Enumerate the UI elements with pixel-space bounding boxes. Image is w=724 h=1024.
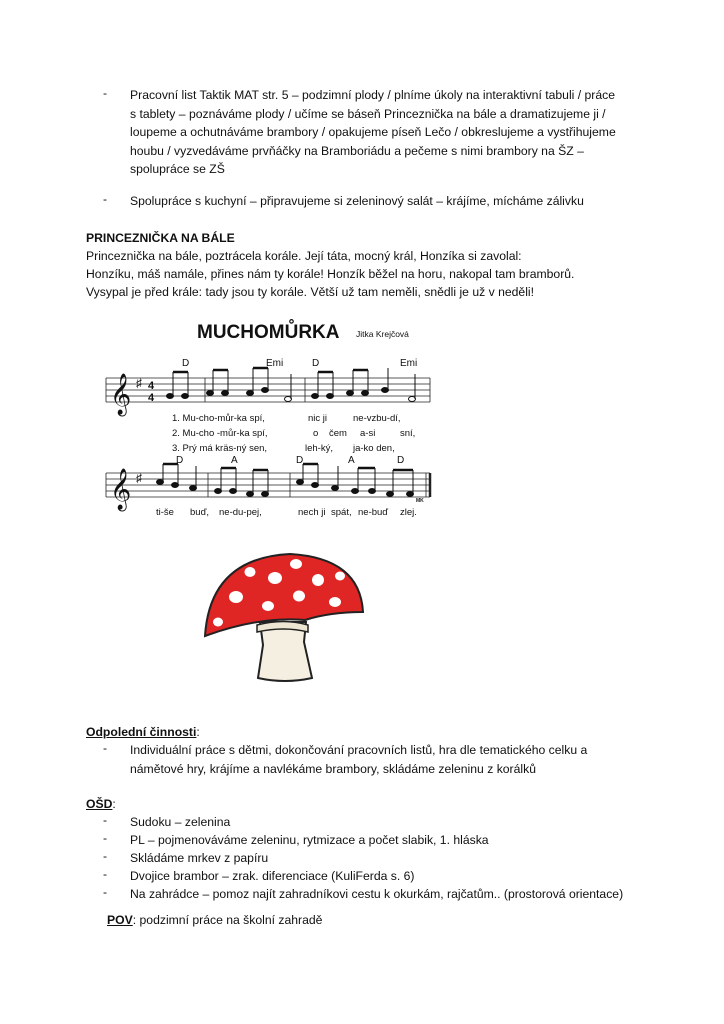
text-line: Individuální práce s dětmi, dokončování pracovních listů, hra dle tematického celku a [130,743,588,757]
chord-label: D [182,358,190,369]
song-title: MUCHOMŮRKA [197,322,340,343]
text-line: houbu / vyzvedáváme prvňáčky na Bramboriádu a pečeme s nimi brambory na ŠZ – [130,143,584,158]
lyric-text: o [313,428,319,439]
chord-label: A [348,455,355,466]
lyric-text: 3. Prý má kräs-ný sen, [172,443,268,454]
sharp-icon: ♯ [136,376,142,390]
verse-lyrics [172,413,415,454]
osd-item: Dvojice brambor – zrak. diferenciace (KuliFerda s. 6) [130,869,415,883]
text-line: loupeme a ochutnáváme brambory / opakujeme píseň Lečo / obkreslujeme a vystřihujeme [130,125,616,139]
time-signature: 4 [148,392,155,404]
text-line: s tablety – poznáváme plody / učíme se báseň Princeznička na bále a dramatizujeme ji / [130,106,606,121]
bullet-item-worksheet [130,86,616,179]
refrain-lyrics [156,507,417,518]
poem-line: Honzíku, máš namále, přines nám ty korále! Honzík běžel na horu, nakopal tam bramborů. [86,267,575,281]
afternoon-item [130,741,587,778]
text-line: Spolupráce s kuchyní – připravujeme si zeleninový salát – krájíme, mícháme zálivku [130,194,584,208]
osd-item: Na zahrádce – pomoz najít zahradníkovi cestu k okurkám, rajčatům.. (prostorová orientace) [130,887,624,901]
chord-label: D [312,358,320,369]
treble-clef-icon: 𝄞 [110,373,132,414]
pov-text: : podzimní práce na školní zahradě [132,913,323,927]
lyric-text: leh-ký, [305,443,333,454]
bullet-dash: - [103,849,108,863]
osd-item: PL – pojmenováváme zeleninu, rytmizace a počet slabik, 1. hláska [130,833,489,847]
osd-heading: OŠD [86,797,113,811]
lyric-text: sní, [400,428,416,439]
mushroom-icon [200,550,370,685]
chord-label: A [231,455,238,466]
notes-row-1 [167,368,416,402]
bullet-item-kitchen [130,192,584,211]
bullet-dash: - [103,831,108,845]
bullet-dash: - [103,867,108,881]
bullet-dash: - [103,741,108,755]
bullet-dash: - [103,885,108,899]
afternoon-heading-line [86,723,200,742]
lyric-text: ne-buď [358,507,389,518]
pov-line [107,911,322,930]
sharp-icon: ♯ [136,471,142,485]
lyric-text: buď, [190,507,210,518]
bullet-dash: - [103,86,108,100]
time-signature: 4 [148,380,155,392]
poem-title: PRINCEZNIČKA NA BÁLE [86,231,235,245]
bullet-dash: - [103,813,108,827]
lyric-text: ne-vzbu-dí, [353,413,401,424]
osd-item: Skládáme mrkev z papíru [130,851,269,865]
lyric-text: nic ji [308,413,328,424]
pov-heading: POV [107,913,133,927]
chord-label: D [397,455,405,466]
afternoon-heading: Odpolední činnosti [86,725,197,739]
notes-row-2 [157,464,414,497]
lyric-text: 1. Mu-cho-můr-ka spí, [172,413,265,424]
lyric-text: ti-še [156,507,174,518]
poem-line: Vysypal je před krále: tady jsou ty korále. Větší už tam neměli, snědli je už v neděli! [86,285,534,299]
lyric-text: čem [329,428,347,439]
signature-mark: MK [416,498,424,504]
chord-label: Emi [266,358,284,369]
lyric-text: zlej. [400,507,417,518]
lyric-text: nech ji [298,507,326,518]
osd-item: Sudoku – zelenina [130,815,231,829]
chord-label: Emi [400,358,418,369]
lyric-text: ja-ko den, [353,443,395,454]
heading-colon: : [112,797,116,811]
song-author: Jitka Krejčová [356,329,409,339]
text-line: námětové hry, krájíme a navlékáme brambory, skládáme zeleninu z korálků [130,761,536,776]
poem-line: Princeznička na bále, poztrácela korále. Její táta, mocný král, Honzíka si zavolal: [86,249,522,263]
bullet-dash: - [103,192,108,206]
text-line: spolupráce se ZŠ [130,162,225,176]
text-line: Pracovní list Taktik MAT str. 5 – podzimní plody / plníme úkoly na interaktivní tabuli / práce [130,88,616,102]
heading-colon: : [196,725,200,739]
lyric-text: 2. Mu-cho -můr-ka spí, [172,428,268,439]
osd-heading-line [86,795,116,814]
song-sheet [100,310,440,530]
chord-label: D [296,455,304,466]
lyric-text: ne-du-pej, [219,507,262,518]
treble-clef-icon: 𝄞 [110,468,132,509]
chord-label: D [176,455,184,466]
lyric-text: spát, [331,507,352,518]
lyric-text: a-si [360,428,376,439]
